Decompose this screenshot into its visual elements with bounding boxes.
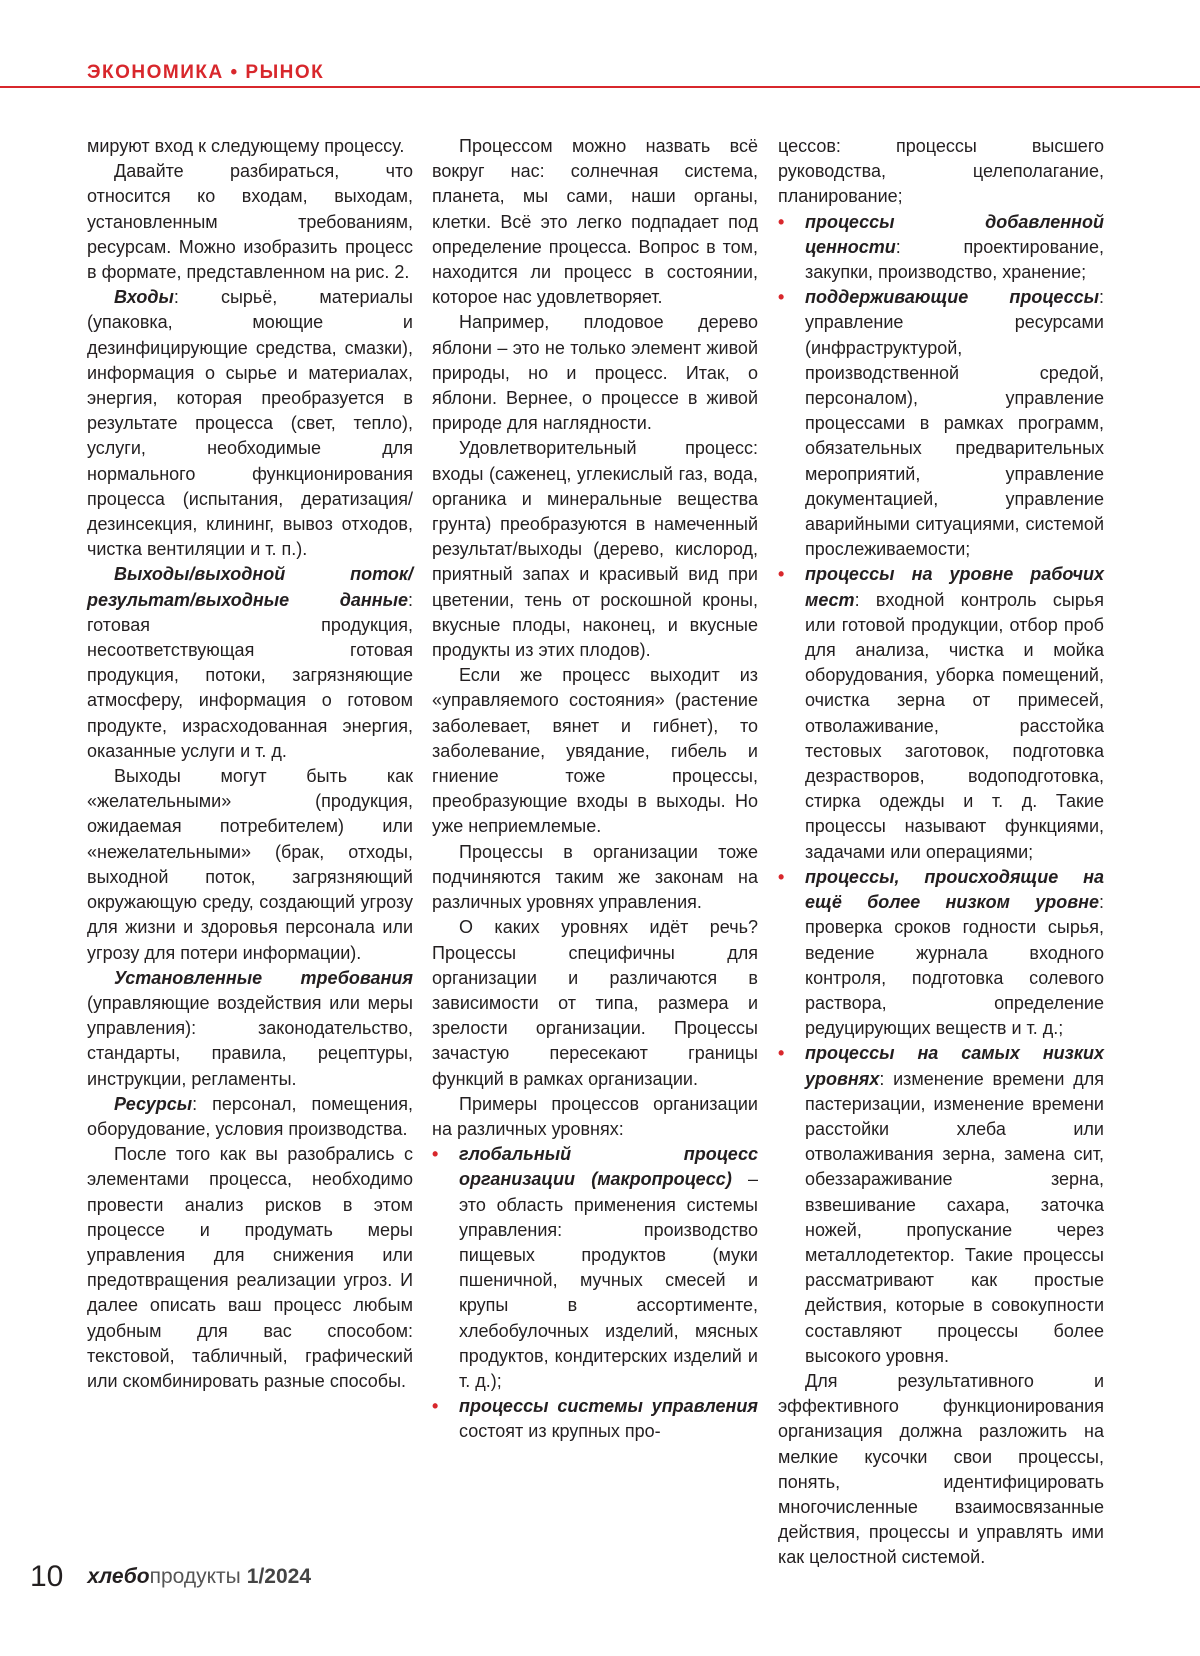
paragraph (432, 1092, 758, 1142)
text-run: Удовлетворительный процесс: входы (саженец, углекислый газ, вода, органика и минеральные вещества грунта) преобразуются в намеченный результат/выходы (дерево, кислород, приятный запах и красивый вид при цветении, тень от роскошной кроны, вкусные плоды, наконец, и вкусные продукты из этих плодов). (432, 438, 758, 661)
bullet-icon: • (778, 1043, 785, 1064)
text-run: – это область применения системы управления: производство пищевых продуктов (муки пшеничной, мучных смесей и крупы в ассортименте, хлебобулочных изделий, мясных продуктов, кондитерских изделий и т. д.); (459, 1169, 758, 1391)
bullet-item (778, 1041, 1104, 1369)
text-run: После того как вы разобрались с элементами процесса, необходимо провести анализ рисков в этом процессе и продумать меры управления для снижения или предотвращения реализации угроз. И далее описать ваш процесс любым удобным для вас способом: текстовой, табличный, графический или скомбинировать разные способы. (87, 1144, 413, 1391)
term-heading: процессы системы управления (459, 1396, 758, 1417)
paragraph (432, 840, 758, 916)
text-run: цессов: процессы высшего руководства, целеполагание, планирование; (778, 136, 1104, 207)
bullet-item (778, 865, 1104, 1041)
text-run: : управление ресурсами (инфраструктурой, производственной средой, персоналом), управление процессами в рамках программ, обязательных предварительных мероприятий, управление документацией, управление аварийными ситуациями, системой прослеживаемости; (805, 287, 1104, 560)
paragraph (87, 134, 413, 159)
page-number: 10 (30, 1560, 64, 1593)
paragraph (778, 134, 1104, 210)
term-heading: Установленные требования (114, 967, 413, 988)
bullet-icon: • (432, 1144, 439, 1165)
text-run: : сырьё, материалы (упаковка, моющие и дезинфицирующие средства, смазки), информация о сырье и материалах, энергия, которая преобразуется в результате процесса (свет, тепло), услуги, необходимые для нормального функционирования процесса (испытания, дератизация/дезинсекция, клининг, вывоз отходов, чистка вентиляции и т. п.). (87, 287, 413, 560)
paragraph (87, 966, 413, 1092)
paragraph (87, 764, 413, 966)
bullet-item (432, 1394, 758, 1444)
paragraph (87, 159, 413, 285)
column-1 (87, 134, 413, 1394)
paragraph (432, 915, 758, 1091)
text-run: : готовая продукция, несоответствующая готовая продукция, потоки, загрязняющие атмосферу, информация о готовом продукте, израсходованная энергия, оказанные услуги и т. д. (87, 589, 413, 761)
term-heading: поддерживающие процессы (805, 287, 1099, 308)
paragraph (432, 663, 758, 839)
text-run: : проверка сроков годности сырья, ведение журнала входного контроля, подготовка солевого раствора, определение редуцирующих веществ и т. д.; (805, 892, 1104, 1039)
magazine-name-bold: хлебо (87, 1565, 150, 1588)
paragraph (87, 285, 413, 562)
bullet-item (778, 285, 1104, 562)
text-run: Процессы в организации тоже подчиняются таким же законам на различных уровнях управления. (432, 841, 758, 913)
page-footer (30, 1560, 311, 1594)
term-heading: глобальный процесс организации (макропроцесс) (459, 1144, 758, 1190)
column-3 (778, 134, 1104, 1571)
section-label: ЭКОНОМИКА • РЫНОК (87, 62, 325, 83)
bullet-item (432, 1142, 758, 1394)
text-run: (управляющие воздействия или меры управления): законодательство, стандарты, правила, рецептуры, инструкции, регламенты. (87, 992, 413, 1089)
paragraph (432, 310, 758, 436)
paragraph (87, 1142, 413, 1394)
text-run: Например, плодовое дерево яблони – это не только элемент живой природы, но и процесс. Итак, о яблони. Вернее, о процессе в живой природе для наглядности. (432, 312, 758, 434)
text-run: О каких уровнях идёт речь? Процессы специфичны для организации и различаются в зависимости от типа, размера и зрелости организации. Процессы зачастую пересекают границы функций в рамках организации. (432, 917, 758, 1089)
text-run: мируют вход к следующему процессу. (87, 136, 405, 156)
paragraph (432, 134, 758, 310)
bullet-item (778, 562, 1104, 864)
magazine-name-light: продукты (149, 1565, 241, 1588)
bullet-item (778, 210, 1104, 286)
paragraph (432, 436, 758, 663)
bullet-icon: • (778, 211, 785, 232)
bullet-icon: • (778, 866, 785, 887)
paragraph (778, 1369, 1104, 1571)
text-run: Если же процесс выходит из «управляемого состояния» (растение заболевает, вянет и гибнет), то заболевание, увядание, гибель и гниение тоже процессы, преобразующие входы в выходы. Но уже неприемлемые. (432, 665, 758, 837)
header-rule (0, 86, 1200, 88)
text-run: Примеры процессов организации на различных уровнях: (432, 1093, 758, 1139)
text-run: : входной контроль сырья или готовой продукции, отбор проб для анализа, чистка и мойка оборудования, уборка помещений, очистка зерна от примесей, отволаживание, расстойка тестовых заготовок, подготовка дезрастворов, водоподготовка, стирка одежды и т. д. Такие процессы называют функциями, задачами или операциями; (805, 589, 1104, 862)
column-2 (432, 134, 758, 1445)
issue-number: 1/2024 (246, 1565, 312, 1588)
text-run: : изменение времени для пастеризации, изменение времени расстойки хлеба или отволаживания зерна, замена сит, обеззараживание зерна, взвешивание сахара, заточка ножей, пропускание через металлодетектор. Такие процессы рассматривают как простые действия, которые в совокупности составляют процессы более высокого уровня. (805, 1068, 1104, 1366)
text-run: Выходы могут быть как «желательными» (продукция, ожидаемая потребителем) или «нежелательными» (брак, отходы, выходной поток, загрязняющий окружающую среду, создающий угрозу для жизни и здоровья персонала или угрозу для потери информации). (87, 766, 413, 963)
term-heading: Ресурсы (114, 1093, 193, 1114)
text-run: Процессом можно назвать всё вокруг нас: солнечная система, планета, мы сами, наши органы, клетки. Всё это легко подпадает под определение процесса. Вопрос в том, находится ли процесс в состоянии, которое нас удовлетворяет. (432, 136, 758, 308)
text-run: : проектирование, закупки, производство, хранение; (805, 236, 1104, 283)
bullet-icon: • (432, 1396, 439, 1417)
term-heading: Входы (114, 287, 174, 308)
term-heading: процессы на уровне рабочих мест (805, 564, 1104, 610)
term-heading: процессы на самых низких уровнях (805, 1043, 1104, 1089)
text-run: Для результативного и эффективного функционирования организация должна разложить на мелкие кусочки свои процессы, понять, идентифицировать многочисленные взаимосвязанные действия, процессы и управлять ими как целостной системой. (778, 1370, 1104, 1568)
bullet-icon: • (778, 287, 785, 308)
term-heading: процессы добавленной ценности (805, 211, 1104, 257)
term-heading: процессы, происходящие на ещё более низком уровне (805, 866, 1104, 913)
text-run: : персонал, помещения, оборудование, условия производства. (87, 1093, 413, 1139)
paragraph (87, 562, 413, 764)
term-heading: Выходы/выходной поток/результат/выходные данные (87, 564, 413, 610)
magazine-name (87, 1565, 240, 1588)
text-run: Давайте разбираться, что относится ко входам, выходам, установленным требованиям, ресурсам. Можно изобразить процесс в формате, представленном на рис. 2. (87, 161, 413, 283)
paragraph (87, 1092, 413, 1142)
bullet-icon: • (778, 564, 785, 585)
text-run: состоят из крупных про- (459, 1421, 661, 1442)
